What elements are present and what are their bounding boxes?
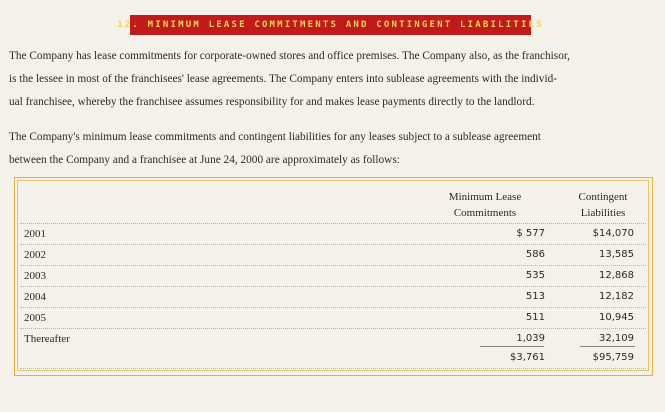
row-label: 2005 — [24, 312, 46, 324]
liabilities-total: $95,759 — [592, 352, 634, 363]
header-line: Liabilities — [580, 207, 626, 219]
row-label: 2001 — [24, 228, 46, 240]
commitments-value: 586 — [525, 249, 545, 260]
row-label: 2002 — [24, 249, 46, 261]
table-row — [20, 266, 646, 287]
commitments-value: 511 — [525, 312, 545, 323]
table-total-row — [20, 348, 646, 369]
commitments-total: $3,761 — [510, 352, 545, 363]
liabilities-value: 10,945 — [599, 312, 634, 323]
liabilities-value: 12,868 — [599, 270, 634, 281]
section-title: 12. MINIMUM LEASE COMMITMENTS AND CONTINGENT LIABILITIES — [117, 20, 544, 30]
liabilities-value: 13,585 — [599, 249, 634, 260]
table-row — [20, 245, 646, 266]
total-rule — [20, 368, 646, 369]
liabilities-value: 12,182 — [599, 291, 634, 302]
paragraph-line: is the lessee in most of the franchisees' lease agreements. The Company enters into sublease agreements with the individ- — [9, 73, 557, 85]
commitments-value: $ 577 — [516, 228, 545, 239]
header-line: Commitments — [453, 207, 517, 219]
column-header-liabilities — [560, 189, 646, 221]
paragraph-line: between the Company and a franchisee at June 24, 2000 are approximately as follows: — [9, 154, 400, 166]
liabilities-value: 32,109 — [599, 333, 634, 344]
table-row — [20, 224, 646, 245]
commitments-value: 513 — [525, 291, 545, 302]
table-row — [20, 329, 646, 350]
paragraph-line: The Company's minimum lease commitments and contingent liabilities for any leases subject to a sublease agreement — [9, 131, 541, 143]
paragraph-line: ual franchisee, whereby the franchisee assumes responsibility for and makes lease payments directly to the landlord. — [9, 96, 535, 108]
table-row — [20, 308, 646, 329]
liabilities-value: $14,070 — [592, 228, 634, 239]
section-header — [117, 15, 544, 35]
commitments-value: 1,039 — [516, 333, 545, 344]
column-header-commitments — [426, 189, 544, 221]
table-row — [20, 287, 646, 308]
table-intro-paragraph — [9, 126, 657, 172]
header-line: Minimum Lease — [448, 191, 522, 203]
row-label: 2004 — [24, 291, 46, 303]
header-line: Contingent — [578, 191, 628, 203]
row-label: Thereafter — [24, 333, 70, 345]
paragraph-line: The Company has lease commitments for corporate-owned stores and office premises. The Company also, as the franchisor, — [9, 50, 570, 62]
intro-paragraph — [9, 45, 657, 114]
commitments-value: 535 — [525, 270, 545, 281]
row-label: 2003 — [24, 270, 46, 282]
liabilities-total-rule — [580, 346, 635, 347]
commitments-total-rule — [480, 346, 544, 347]
